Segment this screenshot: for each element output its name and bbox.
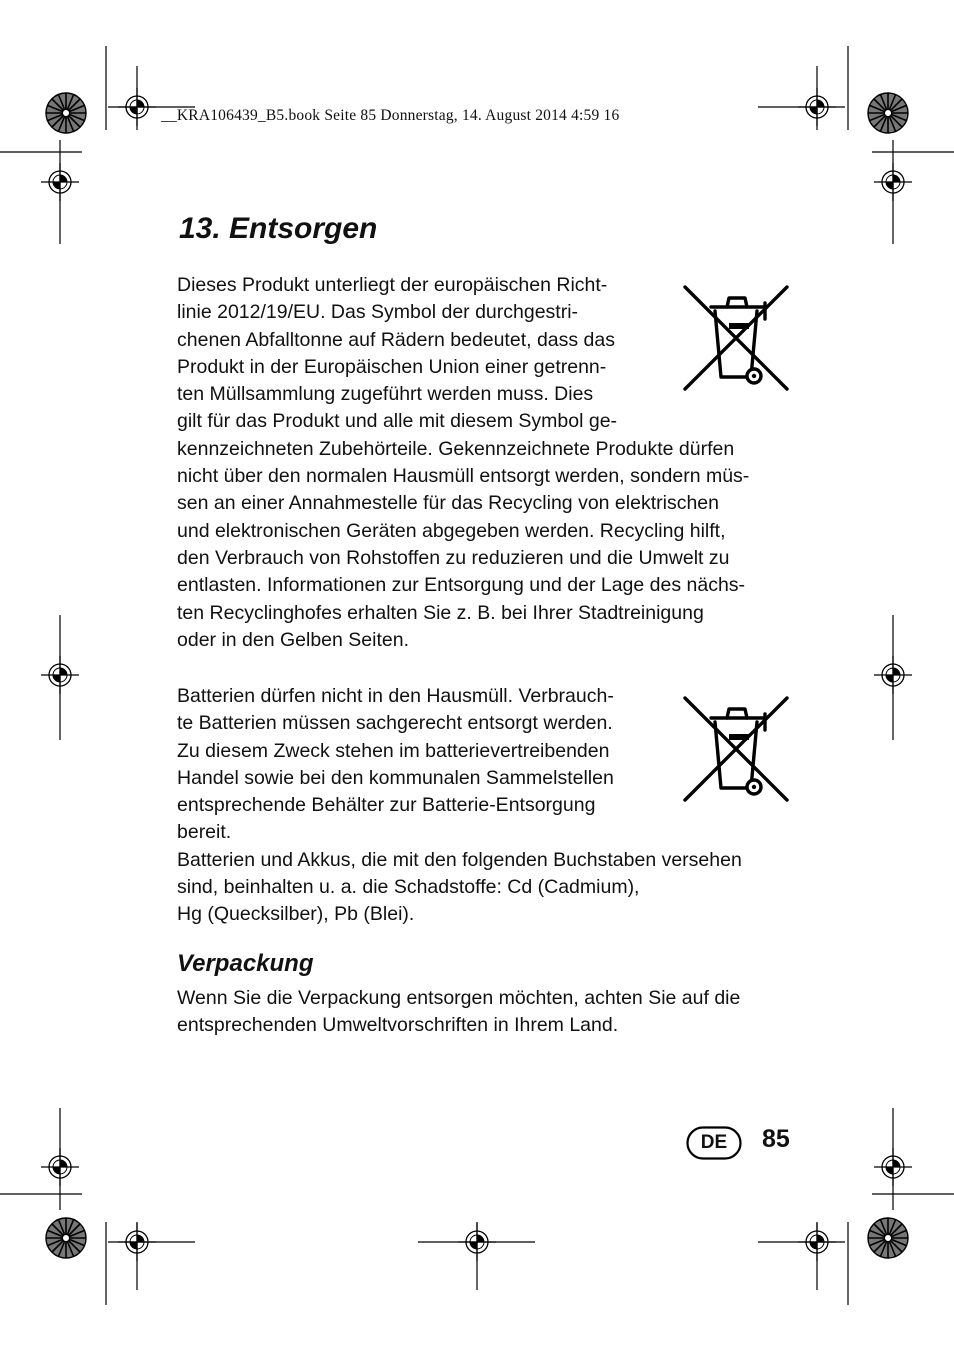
text-line: oder in den Gelben Seiten.	[177, 628, 410, 651]
text-line: gilt für das Produkt und alle mit diesem Symbol ge-	[177, 410, 618, 433]
crossed-out-wheelie-bin-icon	[683, 696, 791, 804]
text-line: Zu diesem Zweck stehen im batterievertreibenden	[177, 739, 610, 762]
print-slug: __KRA106439_B5.book Seite 85 Donnerstag, 14. August 2014 4:59 16	[161, 107, 620, 124]
text-line: Produkt in der Europäischen Union einer getrenn-	[177, 355, 607, 378]
intro-paragraph	[177, 272, 749, 654]
text-line: entsprechende Behälter zur Batterie-Entsorgung	[177, 794, 596, 817]
text-line: entsprechenden Umweltvorschriften in Ihrem Land.	[177, 1014, 619, 1037]
packaging-heading: Verpackung	[177, 950, 314, 977]
text-line: Batterien dürfen nicht in den Hausmüll. Verbrauch-	[177, 685, 614, 707]
text-line: sen an einer Annahmestelle für das Recycling von elektrischen	[177, 492, 719, 515]
text-line: Handel sowie bei den kommunalen Sammelstellen	[177, 766, 614, 789]
text-line: ten Müllsammlung zugeführt werden muss. Dies	[177, 383, 594, 406]
text-line: te Batterien müssen sachgerecht entsorgt werden.	[177, 712, 613, 735]
text-line: Wenn Sie die Verpackung entsorgen möchten, achten Sie auf die	[177, 987, 741, 1009]
text-line: den Verbrauch von Rohstoffen zu reduzieren und die Umwelt zu	[177, 546, 730, 569]
language-code: DE	[700, 1132, 728, 1153]
text-line: Hg (Quecksilber), Pb (Blei).	[177, 903, 415, 926]
page-number: 85	[762, 1125, 790, 1153]
text-line: entlasten. Informationen zur Entsorgung und der Lage des nächs-	[177, 574, 746, 597]
text-line: linie 2012/19/EU. Das Symbol der durchgestri-	[177, 301, 579, 324]
crossed-out-wheelie-bin-icon	[683, 285, 791, 393]
text-line: kennzeichneten Zubehörteile. Gekennzeichnete Produkte dürfen	[177, 437, 735, 460]
section-title: 13. Entsorgen	[179, 212, 378, 245]
text-line: nicht über den normalen Hausmüll entsorgt werden, sondern müs-	[177, 465, 750, 488]
packaging-paragraph	[177, 985, 740, 1040]
text-line: und elektronischen Geräten abgegeben werden. Recycling hilft,	[177, 519, 726, 542]
language-badge	[686, 1126, 742, 1160]
battery-paragraph	[177, 683, 742, 929]
text-line: bereit.	[177, 821, 232, 844]
text-line: Dieses Produkt unterliegt der europäischen Richt-	[177, 274, 608, 296]
text-line: sind, beinhalten u. a. die Schadstoffe: Cd (Cadmium),	[177, 876, 640, 899]
text-line: Batterien und Akkus, die mit den folgenden Buchstaben versehen	[177, 848, 742, 871]
text-line: ten Recyclinghofes erhalten Sie z. B. bei Ihrer Stadtreinigung	[177, 601, 704, 624]
text-line: chenen Abfalltonne auf Rädern bedeutet, dass das	[177, 328, 615, 351]
